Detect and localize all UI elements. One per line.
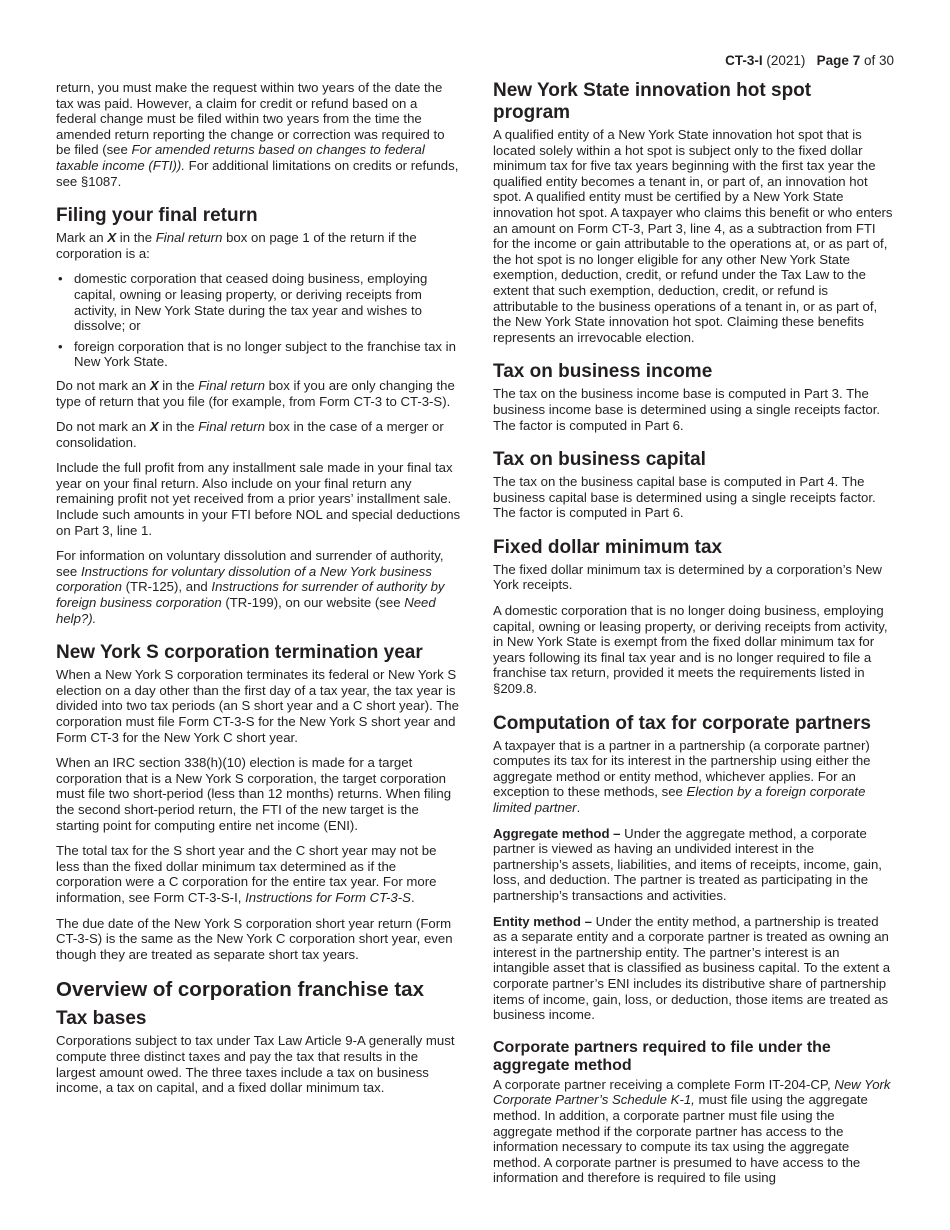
fdm-p2: A domestic corporation that is no longer doing business, employing capital, owning or leasing property, or deriving receipts from activity, in New York State is exempt from the fixed dollar minimum tax for years following its final tax year and is no longer required to file a franchise tax return, provided it meets the requirements listed in §209.8. [493,603,888,697]
business-capital-p1: The tax on the business capital base is computed in Part 4. The business capital base is determined using a single receipts factor. The factor is computed in Part 6. [493,474,876,521]
final-return-p2: Do not mark an X in the Final return box if you are only changing the type of return that you file (for example, from Form CT-3 to CT-3-S). [56,377,455,409]
page-header [725,53,894,69]
right-column [493,80,893,1196]
s-corp-heading: New York S corporation termination year [56,642,423,664]
partners-p1: A taxpayer that is a partner in a partnership (a corporate partner) computes its tax for its interest in the partnership using either the aggregate method or entity method, whichever applies. For an exception to these methods, see Election by a foreign corporate limited partner. [493,737,871,815]
business-income-p1: The tax on the business income base is computed in Part 3. The business income base is determined using a single receipts factor. The factor is computed in Part 6. [493,386,881,433]
fdm-p1: The fixed dollar minimum tax is determined by a corporation’s New York receipts. [493,561,882,593]
final-return-list [56,271,461,370]
business-capital-heading: Tax on business capital [493,449,706,471]
final-return-p4: Include the full profit from any installment sale made in your final tax year on your final return. Also include on your final return any remaining profit not yet received from a prior years’ installment sale. Include such amounts in your FTI before NOL and special deductions on Part 3, line 1. [56,460,461,538]
intro-paragraph: return, you must make the request within two years of the date the tax was paid. However, a claim for credit or refund based on a federal change must be filed within two years from the time the amended return reporting the change or correction was required to be filed (see For amended returns based on changes to federal taxable income (FTI)). For additional limitations on credits or refunds, see §1087. [56,80,459,189]
left-column [56,80,461,1106]
tax-bases-heading: Tax bases [56,1008,147,1030]
hot-spot-heading: New York State innovation hot spot program [493,80,812,123]
overview-heading: Overview of corporation franchise tax [56,978,424,1002]
form-number: CT-3-I [725,53,763,68]
page-number: Page 7 [816,53,861,68]
s-corp-p4: The due date of the New York S corporation short year return (Form CT-3-S) is the same as the New York C corporation short year, even though they are treated as separate short tax years. [56,915,453,962]
aggregate-method-p: Aggregate method – Under the aggregate method, a corporate partner is viewed as having an undivided interest in the partnership’s assets, liabilities, and items of receipts, income, gain, loss, and deduction. The partner is treated as participating in the partnership’s transactions and activities. [493,825,882,903]
partners-heading: Computation of tax for corporate partners [493,712,871,734]
final-return-heading: Filing your final return [56,205,258,227]
business-income-heading: Tax on business income [493,361,713,383]
page-total: of 30 [863,53,894,68]
final-return-p5: For information on voluntary dissolution and surrender of authority, see Instructions for voluntary dissolution of a New York business corporation (TR-125), and Instructions for surrender of authority by foreign business corporation (TR-199), on our website (see Need help?). [56,548,445,626]
s-corp-p1: When a New York S corporation terminates its federal or New York S election on a day other than the first day of a tax year, the tax year is divided into two tax periods (an S short year and a C short year). The corporation must file Form CT-3-S for the New York S short year and Form CT-3 for the New York C short year. [56,667,459,745]
final-return-p1: Mark an X in the Final return box on page 1 of the return if the corporation is a: [56,230,417,261]
final-return-p3: Do not mark an X in the Final return box in the case of a merger or consolidation. [56,419,444,450]
list-item: • domestic corporation that ceased doing business, employing capital, owning or leasing property, or deriving receipts from activity, in New York State during the tax year and wishes to dissolve; or [58,271,428,334]
form-year: (2021) [766,53,806,68]
entity-method-p: Entity method – Under the entity method, a partnership is treated as a separate entity and a corporate partner is treated as owning an interest in the partnership entity. The partner’s interest is an intangible asset that is classified as business capital. To the extent a corporate partner’s ENI includes its distributive share of partnership items of income, gain, loss, or deduction, those items are treated as business income. [493,913,891,1023]
hot-spot-p1: A qualified entity of a New York State innovation hot spot that is located solely within a hot spot is subject only to the fixed dollar minimum tax for five tax years beginning with the first tax year the qualified entity becomes a tenant in, or part of, an innovation hot spot. A qualified entity must be certified by a New York State innovation hot spot. A taxpayer who claims this benefit or who enters an amount on Form CT-3, Part 3, line 4, as a subtraction from FTI for the income or gain attributable to the operations at, or as part of, the hot spot is no longer eligible for any other New York State exemption, deduction, credit, or refund under the Tax Law to the extent that such exemption, deduction, credit, or refund is attributable to the business operations of a tenant in, or as part of, the New York State innovation hot spot. Claiming these benefits represents an irrevocable election. [493,127,893,345]
s-corp-p2: When an IRC section 338(h)(10) election is made for a target corporation that is a New York S corporation, the target corporation must file two short-period (less than 12 months) returns. When filing the second short-period return, the FTI of the new target is the starting point for computing entire net income (ENI). [56,755,452,833]
aggregate-required-p1: A corporate partner receiving a complete Form IT-204-CP, New York Corporate Partner’s Schedule K-1, must file using the aggregate method. In addition, a corporate partner must file using the aggregate method if the corporate partner has access to the information necessary to compute its tax using the aggregate method. A corporate partner is presumed to have access to the information and therefore is required to file using [493,1076,891,1186]
list-item: • foreign corporation that is no longer subject to the franchise tax in New York State. [58,338,456,370]
tax-bases-p1: Corporations subject to tax under Tax Law Article 9-A generally must compute three distinct taxes and pay the tax that results in the largest amount owed. The three taxes include a tax on business income, a tax on capital, and a fixed dollar minimum tax. [56,1033,455,1096]
aggregate-required-heading: Corporate partners required to file under the aggregate method [493,1038,831,1074]
s-corp-p3: The total tax for the S short year and the C short year may not be less than the fixed dollar minimum tax determined as if the corporation were a C corporation for the entire tax year. For more information, see Form CT-3-S-I, Instructions for Form CT-3-S. [56,843,437,905]
fdm-heading: Fixed dollar minimum tax [493,536,723,558]
